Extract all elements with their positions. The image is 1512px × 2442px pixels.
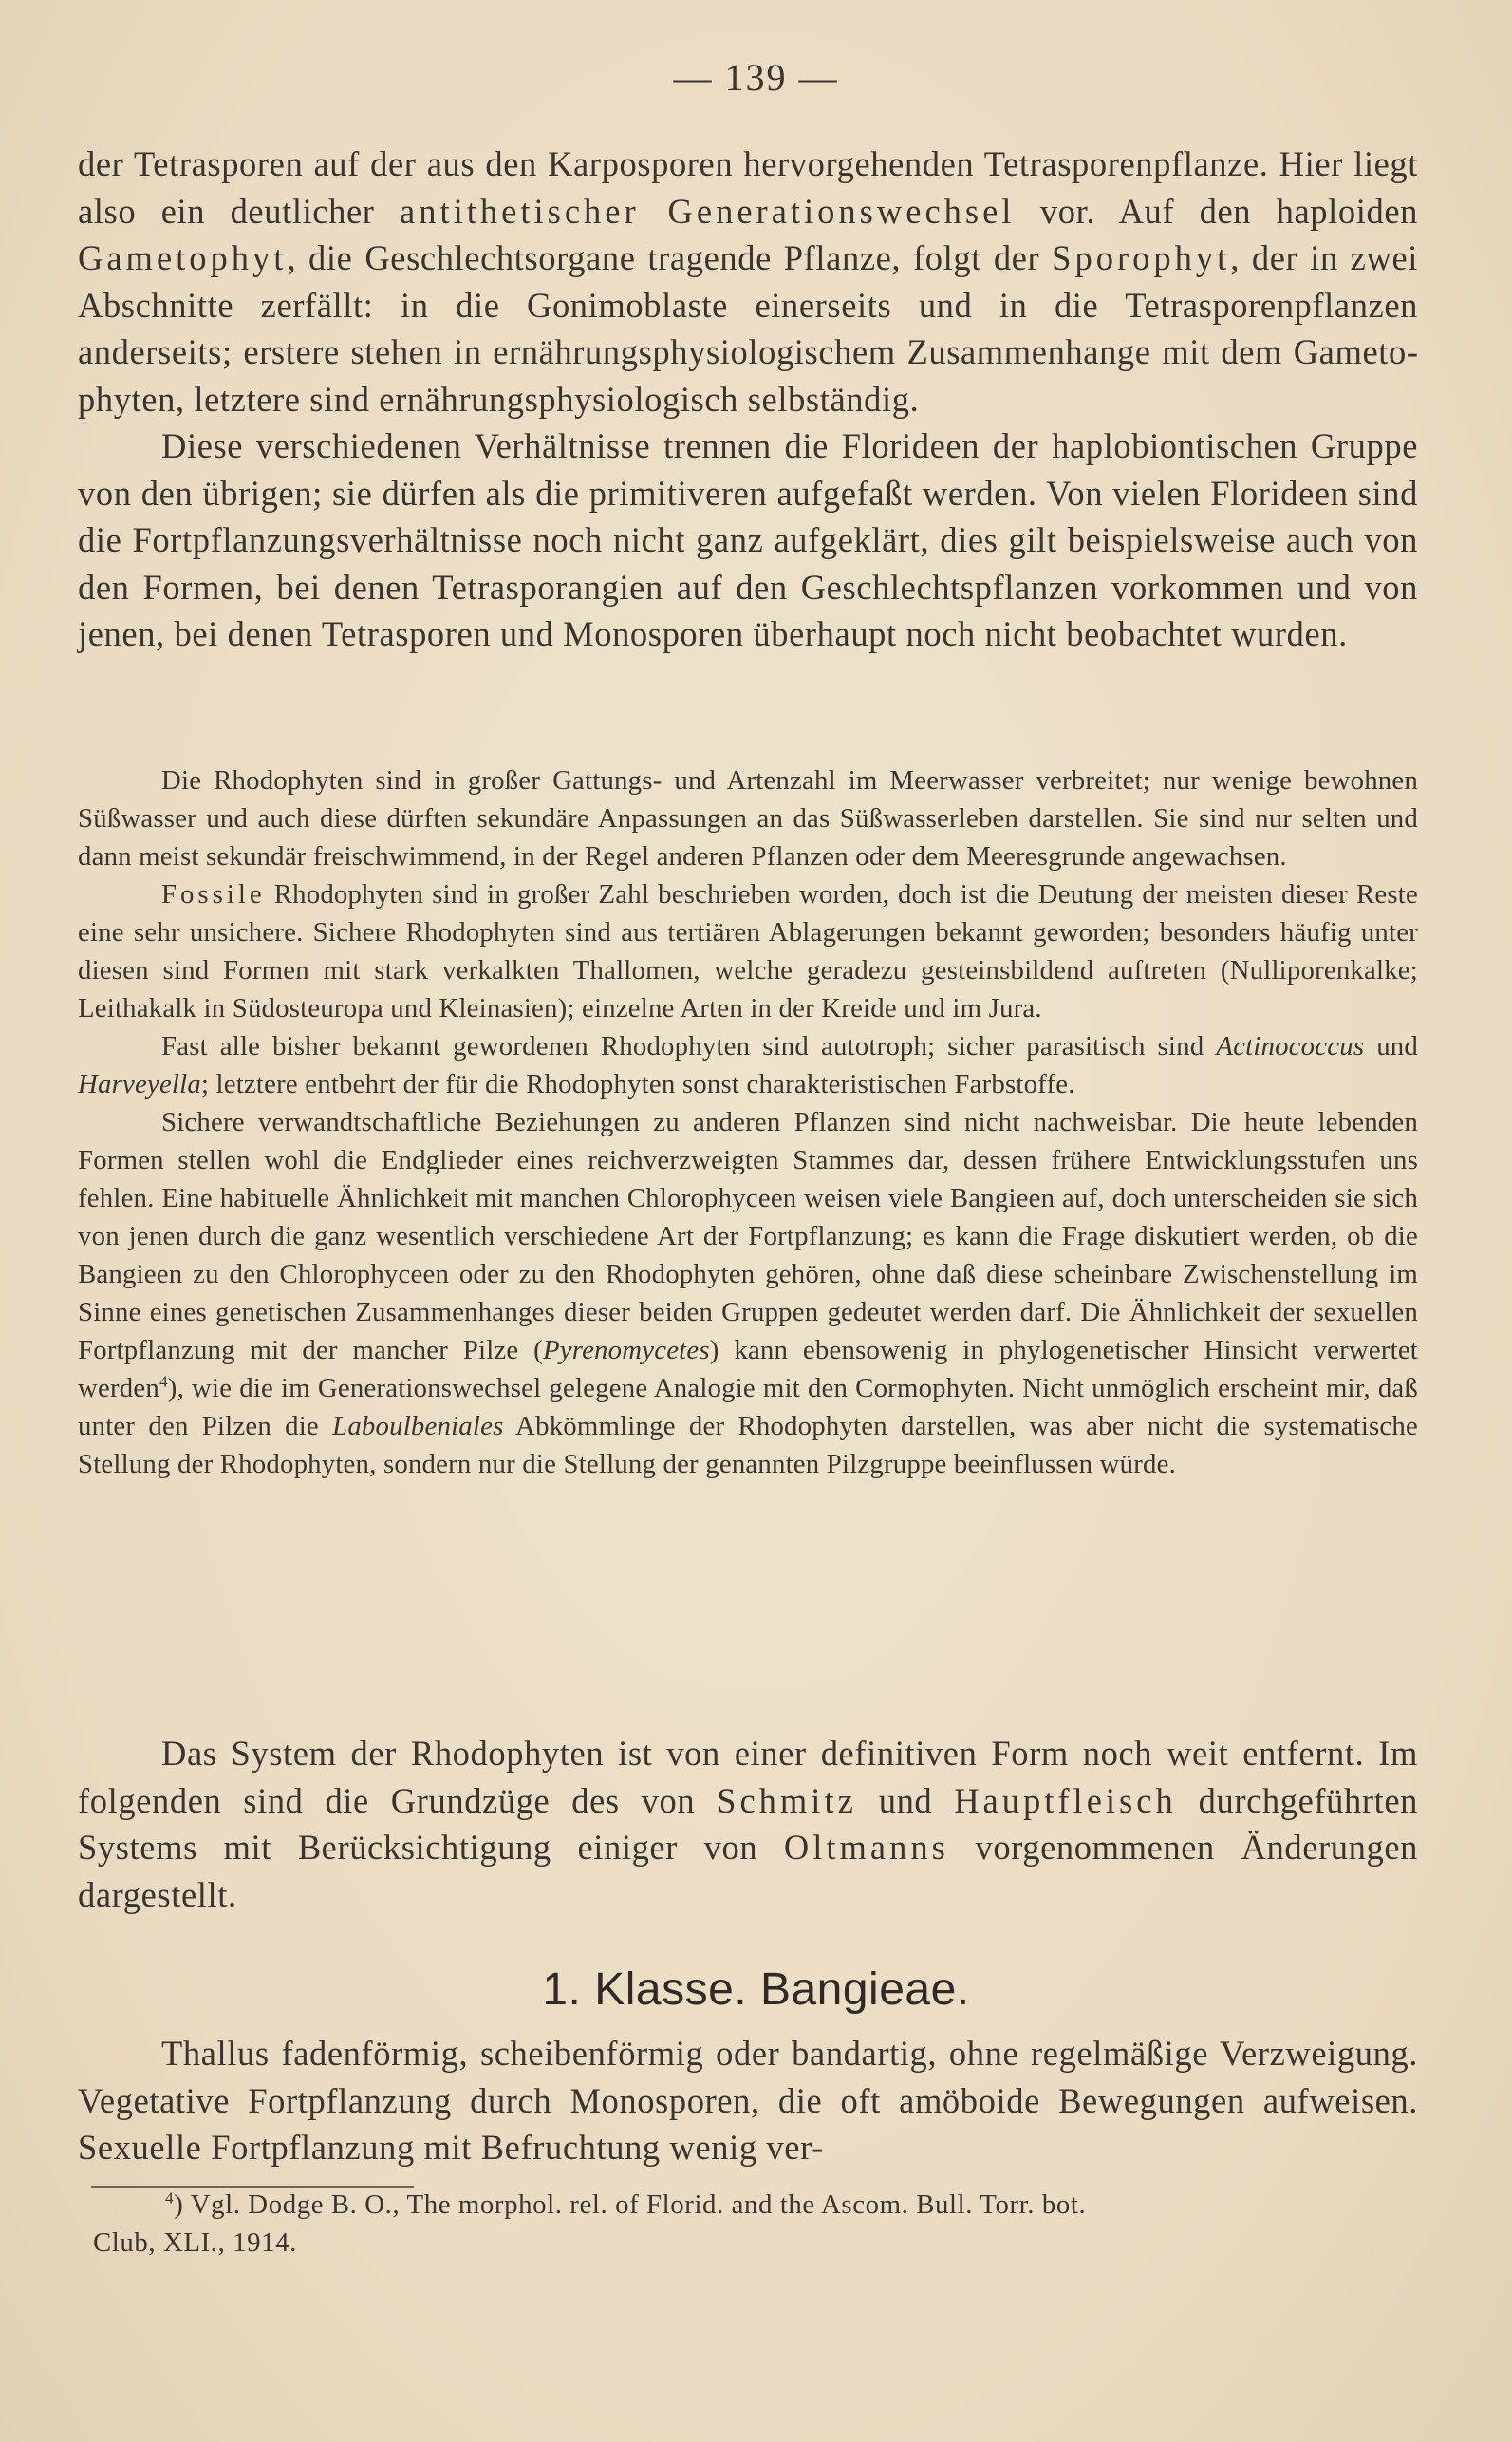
taxon-name: Pyrenomycetes [542, 1335, 710, 1365]
section-small-print [78, 761, 1418, 1483]
taxon-name: Laboulbeniales [332, 1411, 504, 1441]
paragraph-relationships [78, 1103, 1418, 1483]
text-run: und [1364, 1031, 1418, 1061]
footnote [93, 2186, 1422, 2262]
paragraph-haplobiontic: Diese verschiedenen Verhältnisse trennen die Florideen der haplobiontischen Gruppe von den übrigen; sie dürfen als die primitiveren aufgefaßt werden. Von vielen Florideen sind die Fortpflanzungsverhältnisse noch nicht ganz aufgeklärt, dies gilt beispielsweise auch von den Formen, bei denen Tetrasporangien auf den Geschlechtspflanzen vorkommen und von jenen, bei denen Tetrasporen und Monosporen überhaupt noch nicht beobachtet wurden. [78, 426, 1418, 653]
paragraph-generation-change [78, 141, 1418, 423]
text-run: Das System der Rhodophyten ist von einer definitiven Form noch weit entfernt. Im folgenden sind die Grundzüge des von [78, 1734, 1418, 1820]
section-heading: 1. Klasse. Bangieae. [542, 1964, 970, 2015]
footnote-text: ) Vgl. Dodge B. O., The morphol. rel. of Florid. and the Ascom. Bull. Torr. bot. [174, 2189, 1087, 2220]
footnote-marker: 4 [165, 2188, 175, 2207]
text-run: ), wie die im Generationswechsel gelegene Analogie mit den Cormophyten. Nicht unmöglich erscheint mir, daß unter den Pilzen die [78, 1373, 1418, 1441]
author-name: Hauptfleisch [954, 1780, 1177, 1820]
text-run: ) kann ebensowenig in phylogenetischer Hinsicht verwertet werden [78, 1335, 1419, 1403]
text-run: durchgeführten Systems mit Berücksichtigung einiger von [78, 1780, 1418, 1867]
paragraph-parasites [78, 1027, 1418, 1103]
section-system [78, 1730, 1418, 1918]
taxon-name: Harveyella [78, 1069, 201, 1099]
author-name: Schmitz [717, 1780, 857, 1820]
paragraph-system [78, 1730, 1418, 1918]
spaced-term: antithetischer Generationswechsel [400, 191, 1016, 231]
spaced-term: Gametophyt [78, 238, 288, 277]
paragraph-fossils [78, 875, 1418, 1027]
page-number: — 139 — [673, 56, 839, 99]
text-run: und [856, 1780, 955, 1820]
section-reproduction-cycle [78, 141, 1418, 658]
spaced-term: Sporophyt [1052, 238, 1231, 277]
author-name: Oltmanns [783, 1828, 949, 1867]
text-run: der Tetrasporen auf der aus den Karposporen hervorgehenden Tetrasporenpflanze. Hier liegt also ein deutlicher [78, 144, 1418, 231]
paragraph-bangieae-description: Thallus fadenförmig, scheibenförmig oder bandartig, ohne regelmäßige Verzweigung. Vegetative Fortpflanzung durch Monosporen, die oft amöboide Bewegungen aufweisen. Sexuelle Fortpflanzung mit Befruchtung wenig ver- [78, 2034, 1418, 2167]
text-run: ; letztere entbehrt der für die Rhodophyten sonst charakteristischen Farbstoffe. [200, 1069, 1075, 1099]
text-run: Rhodophyten sind in großer Zahl beschrieben worden, doch ist die Deutung der meisten dieser Reste eine sehr unsichere. Sichere Rhodophyten sind aus tertiären Ablagerungen bekannt geworden; besonders häufig unter diesen sind Formen mit stark verkalkten Thallomen, welche geradezu gesteinsbildend auftreten (Nulliporenkalke; Leithakalk in Südosteuropa und Kleinasien); einzelne Arten in der Kreide und im Jura. [78, 879, 1418, 1024]
text-run: , die Geschlechtsorgane tragende Pflanze, folgt der [287, 238, 1053, 277]
spaced-term: Fossile [161, 879, 266, 910]
text-run: Abkömmlinge der Rhodophyten darstellen, was aber nicht die systematische Stellung der Rhodophyten, sondern nur die Stellung der genannten Pilzgruppe beeinflussen würde. [78, 1411, 1418, 1479]
text-run: , der in zwei Abschnitte zerfällt: in die Gonimoblaste einerseits und in die Tetrasporenpflanzen anderseits; erstere stehen in ernährungsphysiologischem Zusammenhange mit dem Gametophyten, letztere sind ernährungsphysiologisch selbständig. [78, 238, 1418, 419]
text-run: Fast alle bisher bekannt gewordenen Rhodophyten sind autotroph; sicher parasitisch sind [161, 1031, 1217, 1061]
footnote-reference[interactable]: 4 [159, 1372, 168, 1391]
footnote-line [93, 2186, 1422, 2224]
paragraph-distribution: Die Rhodophyten sind in großer Gattungs- und Artenzahl im Meerwasser verbreitet; nur wenige bewohnen Süßwasser und auch diese dürften sekundäre Anpassungen an das Süßwasserleben darstellen. Sie sind nur selten und dann meist sekundär freischwimmend, in der Regel anderen Pflanzen oder dem Meeresgrunde angewachsen. [78, 765, 1418, 872]
text-run: vor. Auf den haploiden [1015, 191, 1418, 231]
taxon-name: Actinococcus [1216, 1031, 1365, 1061]
section-bangieae [78, 2030, 1418, 2171]
footnote-line: Club, XLI., 1914. [93, 2227, 297, 2258]
text-run: vorgenommenen Änderungen dargestellt. [78, 1828, 1418, 1914]
text-run: Sichere verwandtschaftliche Beziehungen zu anderen Pflanzen sind nicht nachweisbar. Die heute lebenden Formen stellen wohl die Endglieder eines reichverzweigten Stammes dar, dessen frühere Entwicklungsstufen uns fehlen. Eine habituelle Ähnlichkeit mit manchen Chlorophyceen weisen viele Bangieen auf, doch unterscheiden sie sich von jenen durch die ganz wesentlich verschiedene Art der Fortpflanzung; es kann die Frage diskutiert werden, ob die Bangieen zu den Chlorophyceen oder zu den Rhodophyten gehören, ohne daß diese scheinbare Zwischenstellung im Sinne eines genetischen Zusammenhanges dieser beiden Gruppen gedeutet werden darf. Die Ähnlichkeit der sexuellen Fortpflanzung mit der mancher Pilze ( [78, 1107, 1418, 1365]
